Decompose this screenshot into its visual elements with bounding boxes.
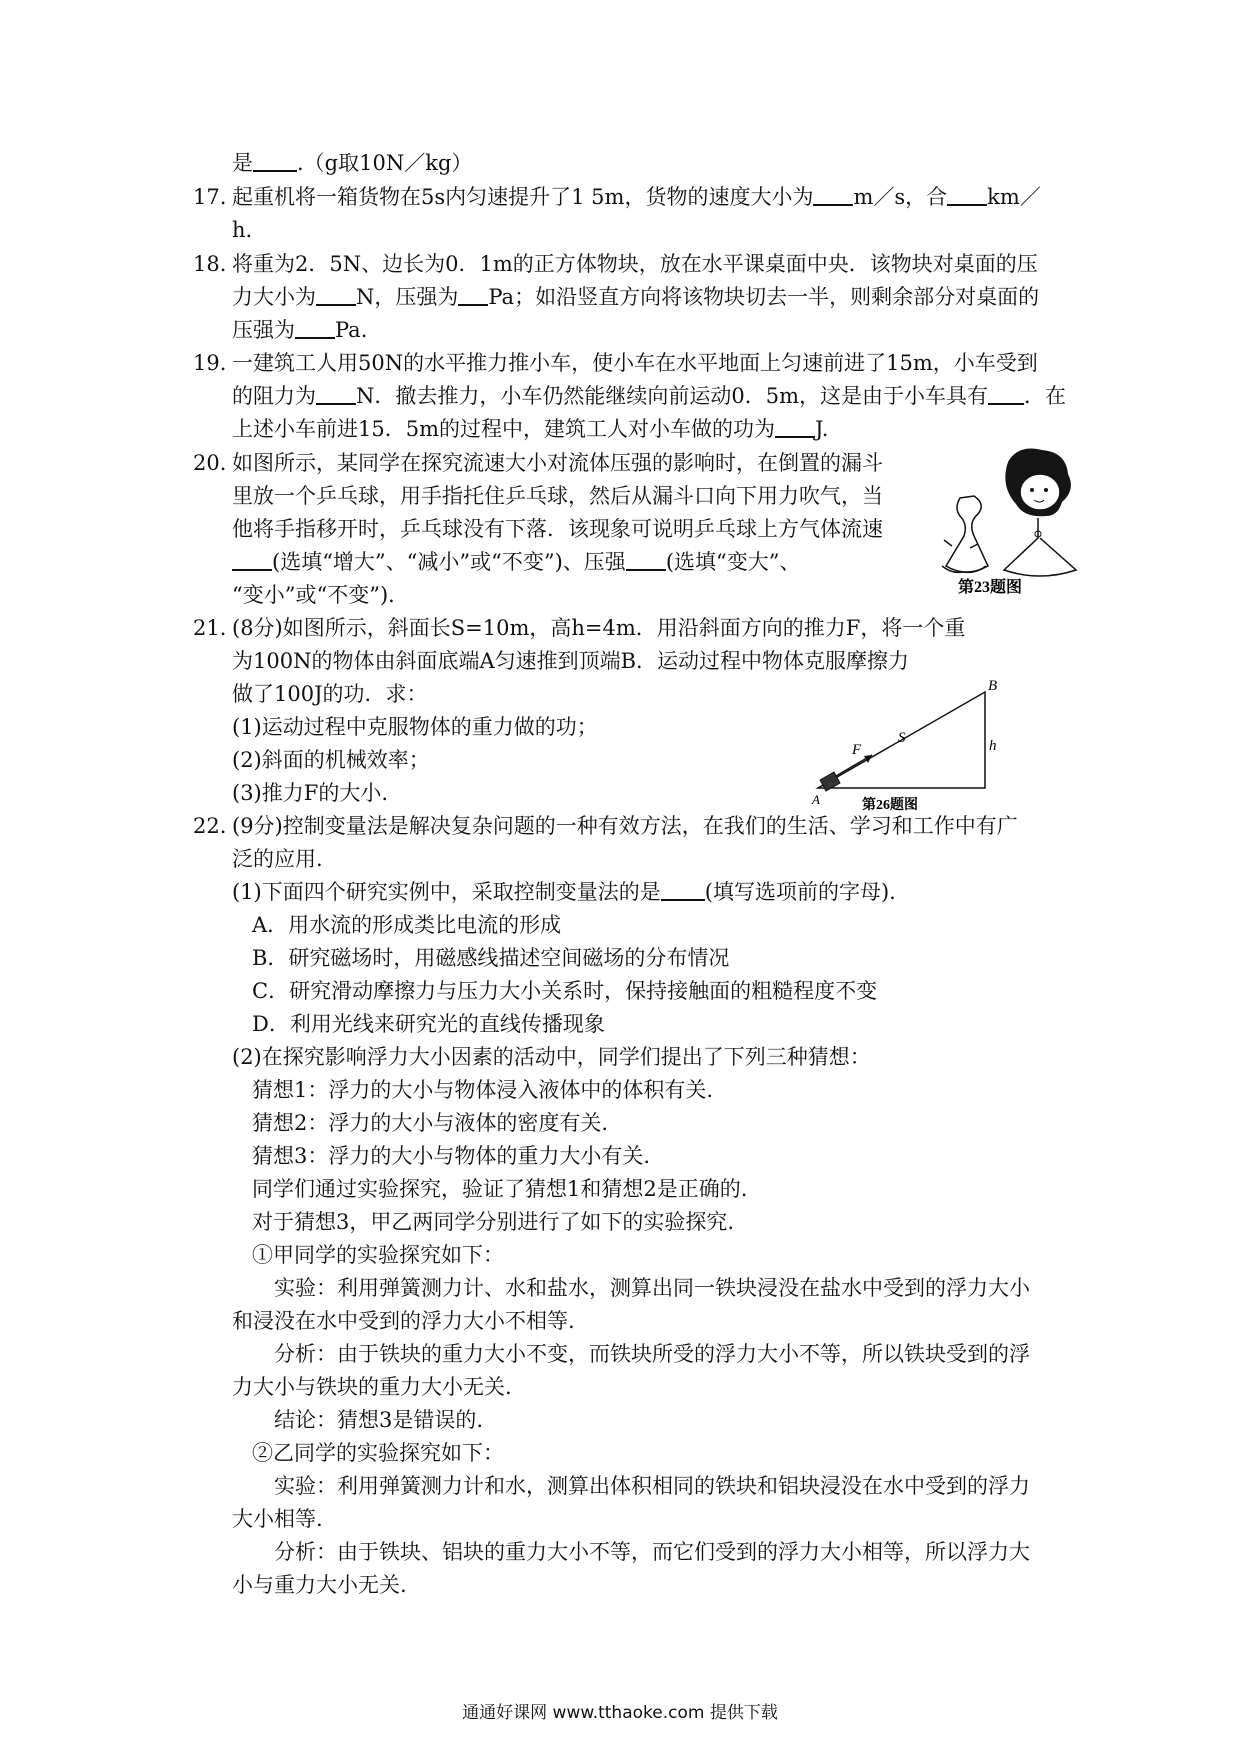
q20-line-4	[232, 547, 800, 577]
label-f: F	[852, 742, 862, 758]
guess-2: 猜想2：浮力的大小与液体的密度有关.	[252, 1111, 609, 1135]
q21-line-2: 为100N的物体由斜面底端A匀速推到顶端B．运动过程中物体克服摩擦力	[232, 649, 910, 673]
q22-p1-text-a: (1)下面四个研究实例中，采取控制变量法的是	[232, 880, 661, 904]
yi-heading: ②乙同学的实验探究如下：	[252, 1441, 504, 1465]
q21-sub-3: (3)推力F的大小.	[232, 781, 388, 805]
option-d: D．利用光线来研究光的直线传播现象	[252, 1012, 605, 1036]
q21-line-1: (8分)如图所示，斜面长S=10m，高h=4m．用沿斜面方向的推力F，将一个重	[232, 616, 966, 640]
guess-1: 猜想1：浮力的大小与物体浸入液体中的体积有关.	[252, 1078, 714, 1102]
q22-p1-text-b: (填写选项前的字母).	[704, 880, 896, 904]
q17-line-2: h.	[232, 218, 253, 242]
yi-analysis-2: 小与重力大小无关.	[232, 1573, 407, 1597]
label-b: B	[988, 680, 998, 694]
q18-text-c: Pa；如沿竖直方向将该物块切去一半，则剩余部分对桌面的	[488, 285, 1040, 309]
q18-line-1: 将重为2．5N、边长为0．1m的正方体物块，放在水平课桌面中央．该物块对桌面的压	[232, 252, 1038, 276]
jia-heading: ①甲同学的实验探究如下：	[252, 1243, 504, 1267]
figure-caption-23: 第23题图	[958, 579, 1023, 596]
answer-blank[interactable]	[775, 418, 815, 438]
q19-line-1: 一建筑工人用50N的水平推力推小车，使小车在水平地面上匀速前进了15m，小车受到	[232, 351, 1038, 375]
q19-text-b: J.	[815, 417, 829, 441]
q19-text-b: N．撤去推力，小车仍然能继续向前运动0．5m，这是由于小车具有	[356, 384, 989, 408]
q22-line-1: (9分)控制变量法是解决复杂问题的一种有效方法，在我们的生活、学习和工作中有广	[232, 814, 1018, 838]
page-footer: 通通好课网 www.tthaoke.com 提供下载	[462, 1703, 778, 1723]
q19-text-a: 上述小车前进15．5m的过程中，建筑工人对小车做的功为	[232, 417, 775, 441]
q17-number: 17.	[193, 185, 227, 209]
jia-experiment-1: 实验：利用弹簧测力计、水和盐水，测算出同一铁块浸没在盐水中受到的浮力大小	[274, 1276, 1030, 1300]
q16-text-b: .（g取10N／kg）	[297, 151, 473, 175]
verify-line-2: 对于猜想3，甲乙两同学分别进行了如下的实验探究.	[252, 1210, 735, 1234]
q18-text-a: 力大小为	[232, 285, 316, 309]
option-b: B．研究磁场时，用磁感线描述空间磁场的分布情况	[252, 946, 730, 970]
q21-sub-2: (2)斜面的机械效率；	[232, 748, 430, 772]
answer-blank[interactable]	[295, 319, 335, 339]
q20-line-2: 里放一个乒乓球，用手指托住乒乓球，然后从漏斗口向下用力吹气，当	[232, 484, 883, 508]
q18-text-b: Pa.	[335, 318, 368, 342]
yi-analysis-1: 分析：由于铁块、铝块的重力大小不等，而它们受到的浮力大小相等，所以浮力大	[274, 1540, 1030, 1564]
answer-blank[interactable]	[253, 152, 297, 172]
q19-line-2	[232, 381, 1066, 411]
label-s: S	[898, 730, 906, 746]
funnel-figure	[930, 448, 1090, 603]
q16-text-a: 是	[232, 151, 253, 175]
guess-3: 猜想3：浮力的大小与物体的重力大小有关.	[252, 1144, 651, 1168]
answer-blank[interactable]	[316, 385, 356, 405]
option-a: A．用水流的形成类比电流的形成	[252, 913, 562, 937]
q22-line-2: 泛的应用.	[232, 847, 323, 871]
answer-blank[interactable]	[316, 286, 356, 306]
q18-text-b: N，压强为	[356, 285, 459, 309]
q17-text-a: 起重机将一箱货物在5s内匀速提升了1 5m，货物的速度大小为	[232, 185, 814, 209]
figure-caption-26: 第26题图	[862, 798, 918, 813]
label-h: h	[989, 738, 997, 754]
q18-line-2	[232, 282, 1039, 312]
incline-figure	[800, 680, 1010, 815]
q19-text-a: 的阻力为	[232, 384, 316, 408]
label-a: A	[812, 792, 820, 807]
jia-experiment-2: 和浸没在水中受到的浮力大小不相等.	[232, 1309, 575, 1333]
answer-blank[interactable]	[626, 551, 666, 571]
q19-text-c: ．在	[1024, 384, 1067, 408]
q20-line-1: 如图所示，某同学在探究流速大小对流体压强的影响时，在倒置的漏斗	[232, 451, 883, 475]
yi-experiment-1: 实验：利用弹簧测力计和水，测算出体积相同的铁块和铝块浸没在水中受到的浮力	[274, 1474, 1030, 1498]
yi-experiment-2: 大小相等.	[232, 1507, 323, 1531]
q20-text-a: (选填“增大”、“减小”或“不变”)、压强	[272, 550, 626, 574]
q20-line-5: “变小”或“不变”)．	[232, 583, 410, 607]
answer-blank[interactable]	[458, 286, 488, 306]
answer-blank[interactable]	[988, 385, 1024, 405]
q18-line-3	[232, 315, 367, 345]
hand-funnel-drawing	[942, 496, 988, 572]
q17-text-b: m／s，合	[853, 185, 948, 209]
jia-analysis-1: 分析：由于铁块的重力大小不变，而铁块所受的浮力大小不等，所以铁块受到的浮	[274, 1342, 1030, 1366]
option-c: C．研究滑动摩擦力与压力大小关系时，保持接触面的粗糙程度不变	[252, 979, 878, 1003]
q17-line-1	[232, 182, 1041, 212]
q21-line-3: 做了100J的功．求：	[232, 682, 428, 706]
q20-number: 20.	[193, 451, 227, 475]
q16-tail	[232, 148, 472, 178]
verify-line-1: 同学们通过实验探究，验证了猜想1和猜想2是正确的.	[252, 1177, 748, 1201]
q19-line-3	[232, 414, 828, 444]
q22-number: 22.	[193, 814, 227, 838]
q19-number: 19.	[193, 351, 227, 375]
q20-text-b: (选填“变大”、	[665, 550, 801, 574]
q18-text-a: 压强为	[232, 318, 295, 342]
q17-text-c: km／	[987, 185, 1041, 209]
answer-blank[interactable]	[947, 186, 987, 206]
q22-part-1	[232, 877, 896, 907]
jia-conclusion: 结论：猜想3是错误的.	[274, 1408, 484, 1432]
answer-blank[interactable]	[232, 551, 272, 571]
answer-blank[interactable]	[813, 186, 853, 206]
person-drawing	[1004, 449, 1076, 577]
q22-part-2: (2)在探究影响浮力大小因素的活动中，同学们提出了下列三种猜想：	[232, 1045, 871, 1069]
q18-number: 18.	[193, 252, 227, 276]
q21-number: 21.	[193, 616, 227, 640]
block-on-incline	[820, 755, 872, 791]
answer-blank[interactable]	[661, 881, 705, 901]
q21-sub-1: (1)运动过程中克服物体的重力做的功；	[232, 715, 598, 739]
q20-line-3: 他将手指移开时，乒乓球没有下落．该现象可说明乒乓球上方气体流速	[232, 517, 883, 541]
jia-analysis-2: 力大小与铁块的重力大小无关.	[232, 1375, 512, 1399]
